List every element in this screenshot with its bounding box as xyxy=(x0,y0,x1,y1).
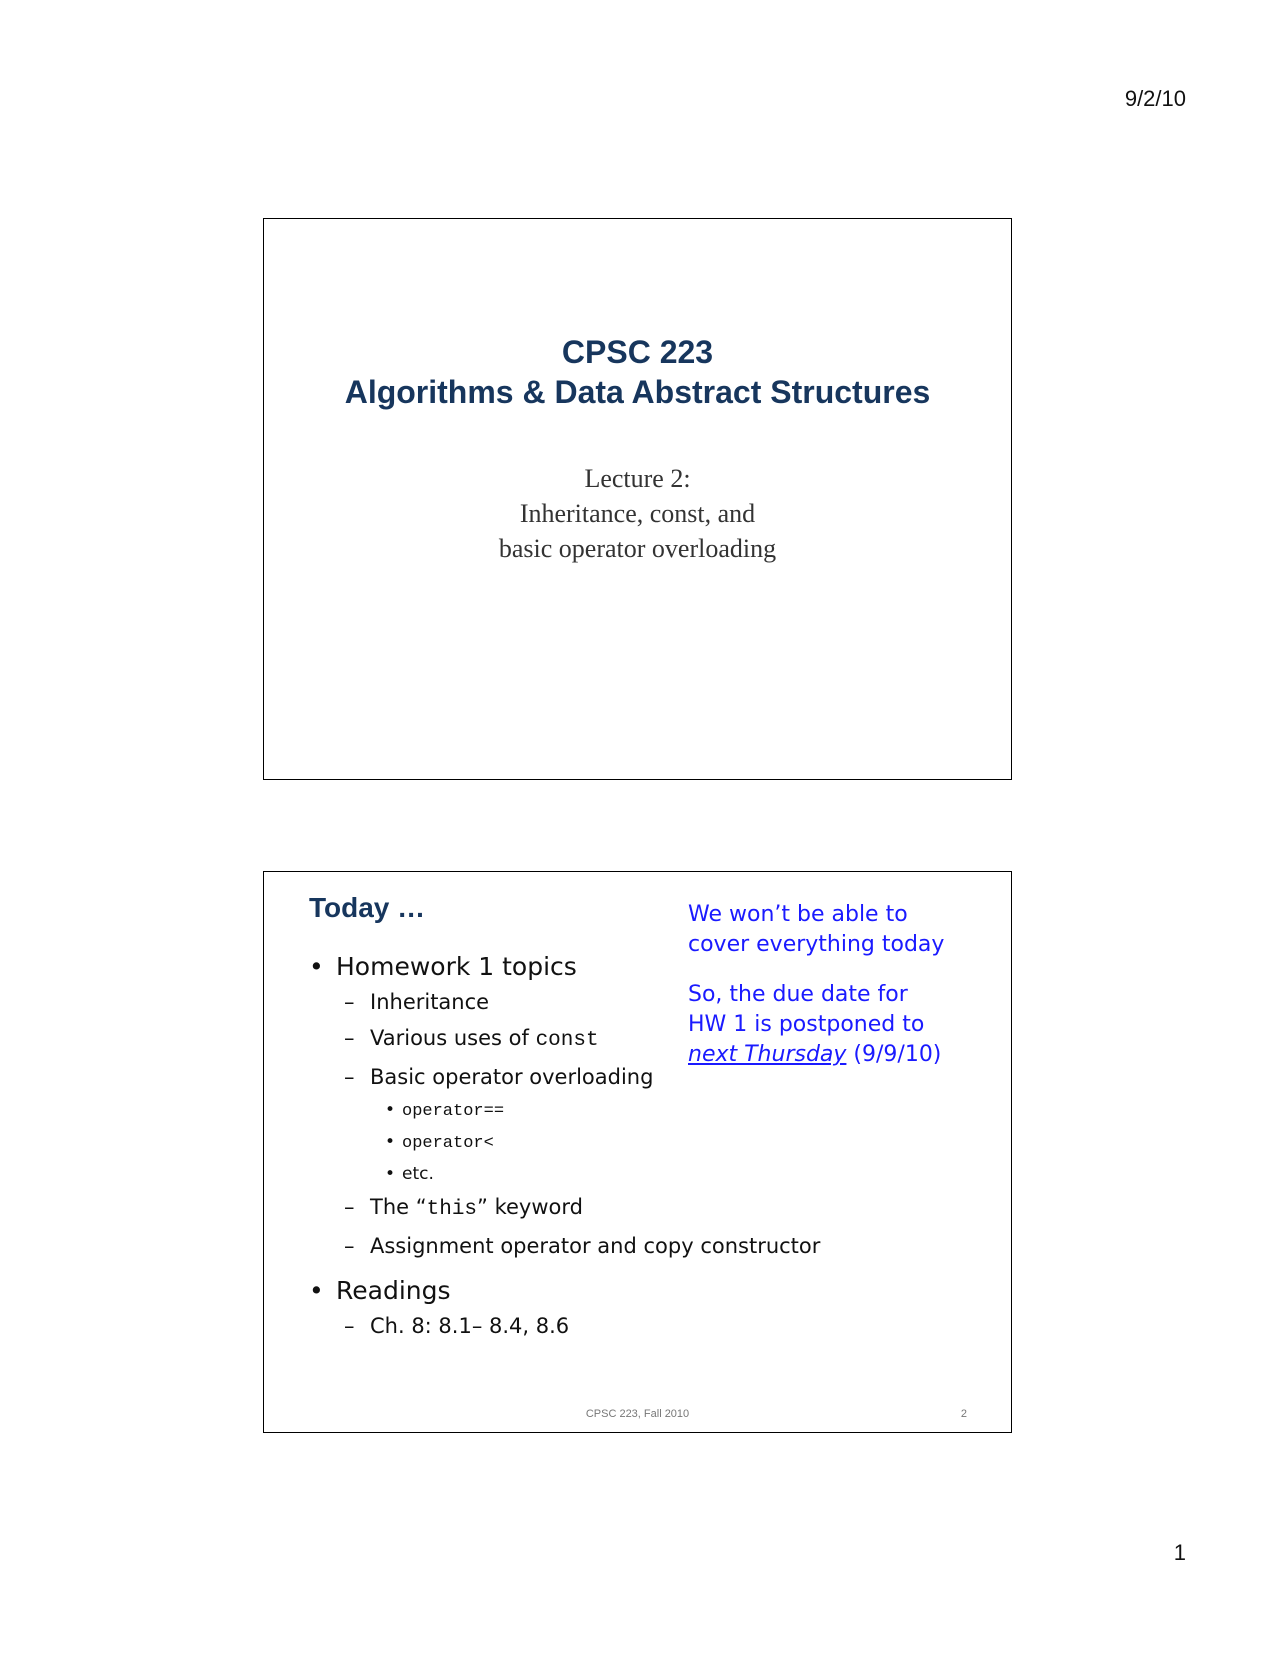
slide-heading: Today … xyxy=(309,892,426,923)
course-name: Algorithms & Data Abstract Structures xyxy=(344,374,931,410)
dash-icon: – xyxy=(344,990,355,1014)
code-const: const xyxy=(535,1029,599,1052)
bullet-icon: • xyxy=(385,1164,396,1184)
page-number: 1 xyxy=(1173,1540,1186,1565)
slide-number: 2 xyxy=(960,1408,967,1420)
list-item-const: – Various uses of const xyxy=(309,1020,820,1059)
list-item-operator-lt: • operator< xyxy=(309,1127,820,1159)
dash-icon: – xyxy=(344,1026,355,1050)
list-item-readings: • Readings xyxy=(309,1274,820,1308)
dash-icon: – xyxy=(344,1195,355,1219)
list-item-homework: • Homework 1 topics xyxy=(309,950,820,984)
code-this: this xyxy=(426,1198,478,1221)
list-item-assignment: – Assignment operator and copy constructor xyxy=(309,1228,820,1264)
list-item-etc: • etc. xyxy=(309,1159,820,1189)
dash-icon: – xyxy=(344,1065,355,1089)
next-thursday-text: next Thursday xyxy=(688,1042,847,1067)
bullet-icon: • xyxy=(309,952,324,981)
title-slide xyxy=(263,218,1012,780)
list-item-inheritance: – Inheritance xyxy=(309,984,820,1020)
agenda-slide xyxy=(263,871,1012,1433)
bullet-icon: • xyxy=(385,1100,396,1120)
bullet-icon: • xyxy=(385,1132,396,1152)
lecture-topic-line1: Inheritance, const, and xyxy=(519,499,756,528)
handwritten-note-coverage: We won’t be able to cover everything today xyxy=(688,902,945,957)
lecture-subtitle xyxy=(264,461,1011,566)
list-item-operator-eq: • operator== xyxy=(309,1095,820,1127)
list-item-this: – The “this” keyword xyxy=(309,1189,820,1228)
dash-icon: – xyxy=(344,1314,355,1338)
bullet-icon: • xyxy=(309,1276,324,1305)
dash-icon: – xyxy=(344,1234,355,1258)
page-date: 9/2/10 xyxy=(1124,86,1186,111)
slide-footer: CPSC 223, Fall 2010 xyxy=(585,1408,690,1420)
list-item-chapter: – Ch. 8: 8.1– 8.4, 8.6 xyxy=(309,1308,820,1344)
lecture-number: Lecture 2: xyxy=(584,464,691,493)
course-code: CPSC 223 xyxy=(561,334,714,370)
list-item-overloading: – Basic operator overloading xyxy=(309,1059,820,1095)
lecture-topic-line2: basic operator overloading xyxy=(498,534,777,563)
handwritten-note-due-date: So, the due date for HW 1 is postponed to next Thursday (9/9/10) xyxy=(688,982,942,1067)
course-title xyxy=(264,332,1011,412)
